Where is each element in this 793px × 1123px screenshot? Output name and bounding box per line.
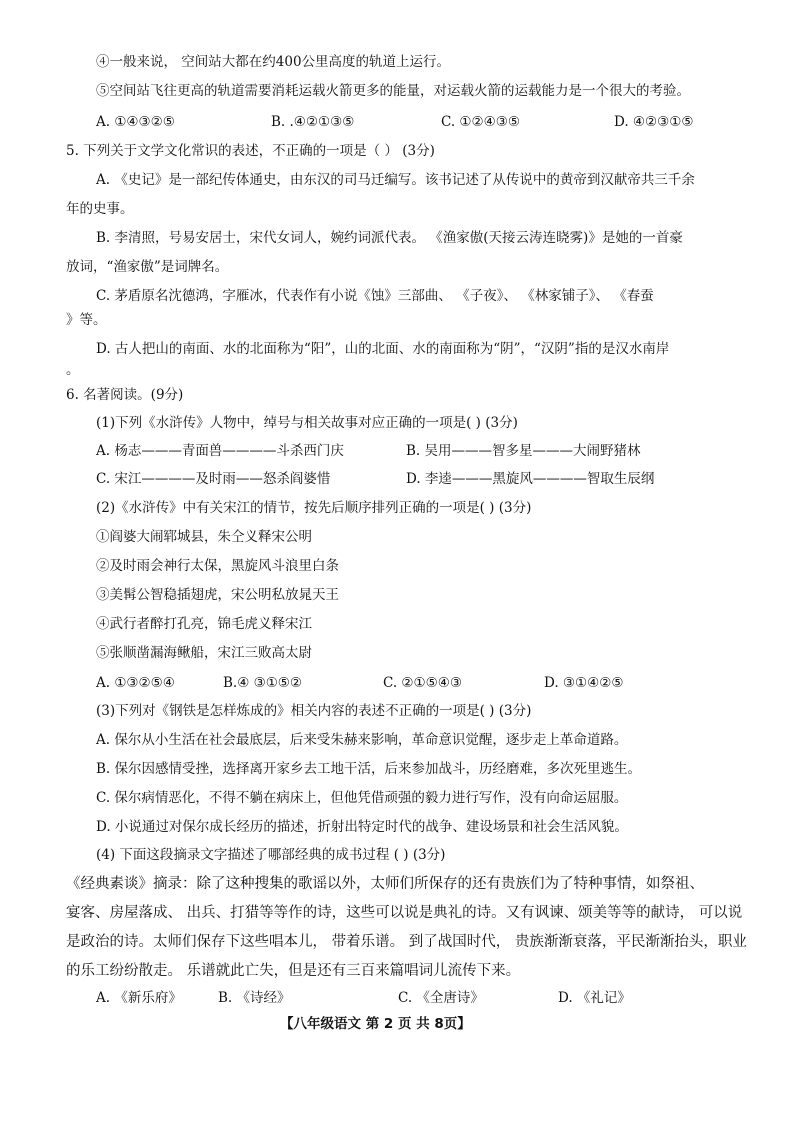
q6-1-option-d: D. 李逵———黑旋风————智取生辰纲 [406, 471, 655, 487]
q6-3-option-a: A. 保尔从小生活在社会最底层，后来受朱赫来影响，革命意识觉醒，逐步走上革命道路。 [96, 732, 628, 748]
q6-4-passage-line1: 《经典素谈》摘录：除了这种搜集的歌谣以外，太师们所保存的还有贵族们为了特种事情，如祭祖、 [66, 876, 704, 892]
q6-2-option-b: B.④ ③①⑤② [223, 675, 303, 691]
q6-2-item-2: ②及时雨会神行太保，黑旋风斗浪里白条 [96, 558, 339, 574]
q6-2-option-c: C. ②①⑤④③ [383, 675, 462, 691]
q4-option-b: B. .④②①③⑤ [271, 114, 355, 130]
q6-4-option-d: D. 《礼记》 [558, 990, 631, 1006]
q6-1-option-c: C. 宋江————及时雨——怒杀阎婆惜 [96, 471, 331, 487]
q6-2-option-a: A. ①③②⑤④ [96, 675, 175, 691]
q4-option-a: A. ①④③②⑤ [96, 114, 175, 130]
q6-1-stem: (1)下列《水浒传》人物中，绰号与相关故事对应正确的一项是( ) (3分) [96, 415, 518, 431]
q6-2-stem: (2)《水浒传》中有关宋江的情节，按先后顺序排列正确的一项是( ) (3分) [96, 500, 532, 516]
q6-3-option-c: C. 保尔病情恶化，不得不躺在病床上，但他凭借顽强的毅力进行写作，没有向命运屈服。 [96, 790, 628, 806]
page-footer: 【八年级语文 第 2 页 共 8页】 [280, 1016, 471, 1032]
q6-2-item-5: ⑤张顺凿漏海鳅船，宋江三败高太尉 [96, 645, 312, 661]
q5-option-b-line1: B. 李清照，号易安居士，宋代女词人，婉约词派代表。 《渔家傲(天接云涛连晓雾)》是她的一首豪 [96, 230, 683, 246]
q6-4-passage-line2: 宴客、房屋落成、 出兵、打猎等等作的诗，这些可以说是典礼的诗。又有讽谏、颂美等等的献诗， 可以说 [66, 905, 743, 921]
q6-stem: 6. 名著阅读。(9分) [66, 387, 184, 403]
q6-1-option-b: B. 吴用———智多星———大闹野猪林 [406, 443, 641, 459]
q4-item-5: ⑤空间站飞往更高的轨道需要消耗运载火箭更多的能量，对运载火箭的运载能力是一个很大的考验。 [96, 83, 690, 99]
q6-2-item-4: ④武行者醉打孔亮，锦毛虎义释宋江 [96, 616, 312, 632]
q6-4-passage-line3: 是政治的诗。太师们保存下这些唱本儿， 带着乐谱。 到了战国时代， 贵族渐渐衰落，平民渐渐抬头，职业 [66, 934, 747, 950]
q5-stem: 5. 下列关于文学文化常识的表述，不正确的一项是（ ） (3分) [66, 143, 435, 159]
q6-3-option-b: B. 保尔因感情受挫，选择离开家乡去工地干活，后来参加战斗，历经磨难，多次死里逃生。 [96, 761, 642, 777]
q4-item-4: ④一般来说， 空间站大都在约400公里高度的轨道上运行。 [96, 54, 451, 70]
q6-2-option-d: D. ③①④②⑤ [544, 675, 624, 691]
q5-option-b-line2: 放词，“渔家傲”是词牌名。 [66, 259, 229, 275]
q5-option-d-line2: 。 [66, 362, 80, 378]
q5-option-a-line2: 年的史事。 [66, 201, 134, 217]
q6-3-option-d: D. 小说通过对保尔成长经历的描述，折射出特定时代的战争、建设场景和社会生活风貌。 [96, 819, 628, 835]
q4-option-c: C. ①②④③⑤ [441, 114, 520, 130]
q6-4-passage-line4: 的乐工纷纷散走。 乐谱就此亡失，但是还有三百来篇唱词儿流传下来。 [66, 963, 521, 979]
q6-2-item-3: ③美髯公智稳插翅虎，宋公明私放晁天王 [96, 587, 339, 603]
q6-4-option-c: C. 《全唐诗》 [398, 990, 484, 1006]
q6-3-stem: (3)下列对《钢铁是怎样炼成的》相关内容的表述不正确的一项是( ) (3分) [96, 703, 532, 719]
q4-option-d: D. ④②③①⑤ [614, 114, 694, 130]
q5-option-c-line1: C. 茅盾原名沈德鸿，字雁冰，代表作有小说《蚀》三部曲、 《子夜》、 《林家铺子》、 《春蚕 [96, 288, 654, 304]
q6-4-stem: (4) 下面这段摘录文字描述了哪部经典的成书过程 ( ) (3分) [96, 847, 446, 863]
q6-1-option-a: A. 杨志———青面兽————斗杀西门庆 [96, 443, 344, 459]
q6-4-option-b: B. 《诗经》 [218, 990, 291, 1006]
q6-4-option-a: A. 《新乐府》 [96, 990, 182, 1006]
q6-2-item-1: ①阎婆大闹郓城县，朱仝义释宋公明 [96, 529, 312, 545]
q5-option-c-line2: 》等。 [66, 312, 107, 328]
q5-option-a-line1: A. 《史记》是一部纪传体通史，由东汉的司马迁编写。该书记述了从传说中的黄帝到汉献帝共三千余 [96, 172, 695, 188]
q5-option-d-line1: D. 古人把山的南面、水的北面称为“阳”，山的北面、水的南面称为“阴”，“汉阴”指的是汉水南岸 [96, 341, 670, 357]
